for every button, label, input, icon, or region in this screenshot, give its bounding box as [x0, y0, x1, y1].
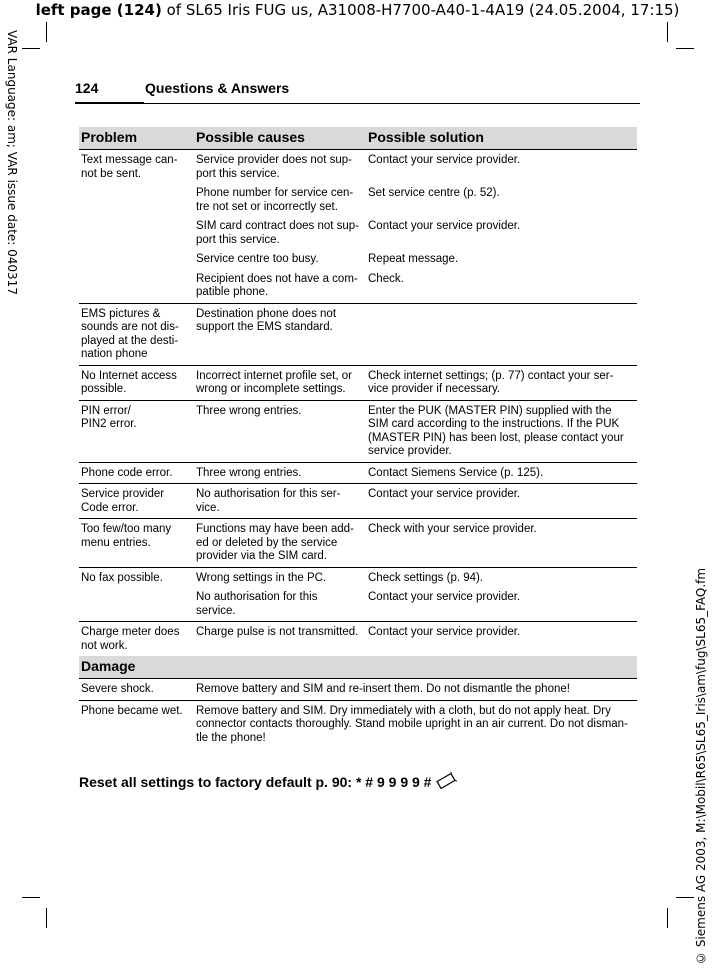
table-row: [79, 567, 637, 588]
solution-cell: Contact your service provider.: [368, 220, 521, 232]
left-margin-text: VAR Language: am; VAR issue date: 040317: [5, 30, 19, 295]
solution-cell: Contact your service provider.: [368, 622, 637, 657]
factory-reset-note: [79, 772, 457, 790]
faq-table: [79, 127, 637, 748]
solution-cell: Contact your service provider.: [368, 591, 521, 603]
solution-cell: [368, 303, 637, 365]
solution-cell: Check.: [368, 272, 404, 285]
crop-mark: [667, 908, 668, 928]
column-header-solution: Possible solution: [368, 127, 637, 150]
crop-mark: [46, 908, 47, 928]
solution-cell: Contact your service provider.: [368, 484, 637, 519]
document-reference: of SL65 Iris FUG us, A31008-H7700-A40-1-4A19 (24.05.2004, 17:15): [161, 1, 680, 19]
crop-mark: [22, 897, 40, 898]
problem-cell: [79, 250, 196, 270]
problem-cell: Too few/too many menu entries.: [79, 519, 196, 568]
cause-cell: Phone number for service cen- tre not set or incorrectly set.: [196, 187, 354, 213]
cause-cell: Service centre too busy.: [196, 253, 319, 265]
solution-cell: Contact your service provider.: [368, 150, 637, 185]
problem-cell: No Internet access possible.: [79, 365, 196, 400]
cause-cell: Three wrong entries.: [196, 462, 368, 484]
factory-reset-keys: * # 9 9 9 9 #: [355, 774, 432, 790]
damage-table-body: [79, 656, 637, 748]
page-number: 124: [75, 80, 99, 96]
table-row: [79, 400, 637, 462]
cause-cell: Service provider does not sup- port this service.: [196, 150, 368, 185]
cause-cell: SIM card contract does not sup- port this service.: [196, 220, 359, 246]
damage-detail-cell: Remove battery and SIM. Dry immediately with a cloth, but do not apply heat. Dry connector contacts thoroughly. Stand mobile upright in an air current. Do not disman- tle the phone!: [196, 700, 637, 748]
cause-cell: No authorisation for this ser- vice.: [196, 484, 368, 519]
table-row: [79, 484, 637, 519]
cause-cell: Recipient does not have a com- patible phone.: [196, 272, 358, 298]
table-row: [79, 588, 637, 622]
document-header-line: [0, 0, 715, 20]
problem-cell: Service provider Code error.: [79, 484, 196, 519]
cause-cell: No authorisation for this service.: [196, 591, 318, 617]
page-reference: left page (124): [35, 1, 162, 19]
solution-cell: Repeat message.: [368, 253, 459, 265]
problem-cell: Text message can- not be sent.: [79, 150, 196, 185]
solution-cell: Enter the PUK (MASTER PIN) supplied with the SIM card according to the instructions. If the PUK (MASTER PIN) has been lost, please contact your service provider.: [368, 400, 637, 462]
problem-cell: Phone code error.: [79, 462, 196, 484]
header-rule-thick: [75, 102, 144, 104]
table-row: [79, 303, 637, 365]
crop-mark: [22, 48, 40, 49]
right-margin-text: © Siemens AG 2003, M:\Mobil\R65\SL65_Iris\am\fug\SL65_FAQ.fm: [694, 567, 708, 965]
problem-cell: EMS pictures & sounds are not dis- played at the desti- nation phone: [79, 303, 196, 365]
table-row: [79, 217, 637, 250]
cause-cell: Wrong settings in the PC.: [196, 567, 368, 588]
table-row: [79, 150, 637, 185]
crop-mark: [46, 22, 47, 42]
damage-problem-cell: Phone became wet.: [79, 700, 196, 748]
problem-cell: Charge meter does not work.: [79, 622, 196, 657]
table-row: [79, 184, 637, 217]
damage-problem-cell: Severe shock.: [79, 679, 196, 701]
problem-cell: [79, 270, 196, 304]
solution-cell: Check internet settings; (p. 77) contact your ser- vice provider if necessary.: [368, 365, 637, 400]
table-row: [79, 270, 637, 304]
cause-cell: Three wrong entries.: [196, 400, 368, 462]
table-row: [79, 250, 637, 270]
table-header-row: [79, 127, 637, 150]
problem-cell: [79, 588, 196, 622]
crop-mark: [667, 22, 668, 42]
solution-cell: Check settings (p. 94).: [368, 567, 637, 588]
page-title: Questions & Answers: [145, 80, 290, 96]
crop-mark: [676, 897, 694, 898]
problem-cell: [79, 184, 196, 217]
faq-table-body: [79, 150, 637, 657]
cause-cell: Destination phone does not support the EMS standard.: [196, 303, 368, 365]
header-rule-thin: [144, 103, 640, 104]
table-row: [79, 462, 637, 484]
column-header-causes: Possible causes: [196, 127, 368, 150]
solution-cell: Check with your service provider.: [368, 519, 637, 568]
send-key-icon: [435, 774, 457, 790]
problem-cell: [79, 217, 196, 250]
cause-cell: Incorrect internet profile set, or wrong or incomplete settings.: [196, 365, 368, 400]
damage-row: [79, 679, 637, 701]
damage-heading: Damage: [79, 656, 637, 679]
problem-cell: No fax possible.: [79, 567, 196, 588]
damage-section-header: [79, 656, 637, 679]
page-header: [75, 80, 640, 106]
problem-cell: PIN error/ PIN2 error.: [79, 400, 196, 462]
factory-reset-text: Reset all settings to factory default p. 90:: [79, 774, 356, 790]
column-header-problem: Problem: [79, 127, 196, 150]
damage-detail-cell: Remove battery and SIM and re-insert them. Do not dismantle the phone!: [196, 679, 637, 701]
cause-cell: Charge pulse is not transmitted.: [196, 622, 368, 657]
solution-cell: Contact Siemens Service (p. 125).: [368, 462, 637, 484]
table-row: [79, 519, 637, 568]
crop-mark: [676, 48, 694, 49]
solution-cell: Set service centre (p. 52).: [368, 187, 500, 199]
table-row: [79, 365, 637, 400]
damage-row: [79, 700, 637, 748]
cause-cell: Functions may have been add- ed or deleted by the service provider via the SIM card.: [196, 519, 368, 568]
table-row: [79, 622, 637, 657]
